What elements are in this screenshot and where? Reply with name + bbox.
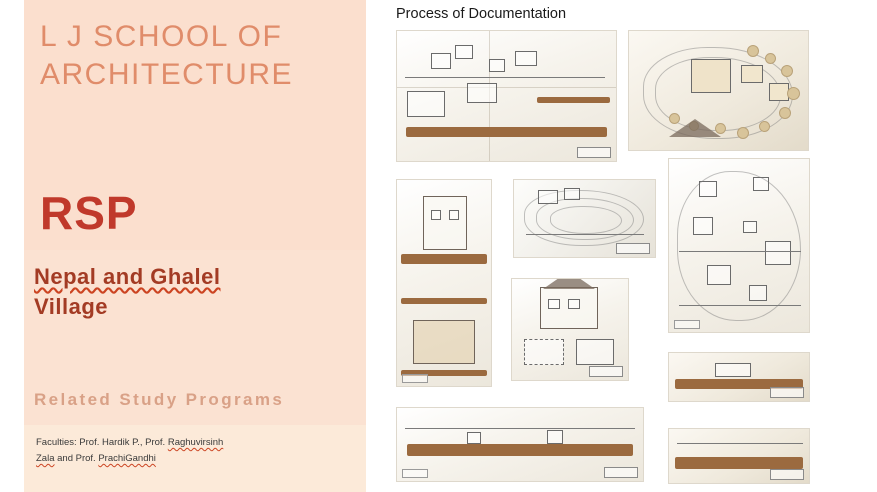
model-tree — [787, 87, 800, 100]
path-line — [679, 251, 801, 252]
plan-block — [467, 83, 497, 103]
image-long-site-section[interactable] — [396, 407, 644, 482]
contour-line — [550, 206, 622, 234]
faculty-line2-name-b: PrachiGandhi — [98, 453, 156, 464]
grid-line — [405, 77, 605, 78]
model-tree — [781, 65, 793, 77]
plan-block — [576, 339, 614, 365]
image-site-plan-master-sheet[interactable] — [396, 30, 617, 162]
model-tree — [765, 53, 776, 64]
terrain-profile — [675, 457, 804, 469]
faculty-line2-name-a: Zala — [36, 453, 55, 464]
related-programs-label: Related Study Programs — [34, 390, 285, 409]
datum-line — [405, 428, 635, 429]
title-block-stamp — [674, 320, 700, 329]
model-tree — [779, 107, 791, 119]
subtitle-line-1: Nepal and Ghalel — [34, 264, 221, 289]
image-section-study-small[interactable] — [668, 352, 810, 402]
terrain-profile — [407, 444, 633, 456]
title-block-stamp — [770, 387, 804, 398]
model-roof — [669, 119, 721, 137]
datum-line — [677, 443, 803, 444]
image-site-model-photo[interactable] — [628, 30, 809, 151]
title-block-stamp — [604, 467, 638, 478]
terrain-profile — [401, 254, 488, 264]
title-block-stamp — [770, 469, 804, 480]
subtitle-line-2: Village — [34, 294, 109, 319]
window-mark — [431, 210, 441, 220]
faculty-line1-name: Raghuvirsinh — [167, 437, 224, 448]
window-mark — [449, 210, 459, 220]
title-block-stamp — [589, 366, 623, 377]
terrain-profile — [406, 127, 608, 137]
page-title: L J SCHOOL OF ARCHITECTURE — [40, 20, 294, 91]
section-heading: Process of Documentation — [396, 6, 567, 22]
model-tree — [747, 45, 759, 57]
image-contour-site-drawing[interactable] — [513, 179, 656, 258]
faculty-line2-middle: and Prof. — [54, 453, 99, 464]
roof-shape — [543, 278, 595, 289]
window-mark — [568, 299, 580, 309]
model-building — [769, 83, 789, 101]
elevation-drawing — [413, 320, 475, 364]
title-block-stamp — [616, 243, 650, 254]
plan-block — [407, 91, 445, 117]
program-code: RSP — [40, 187, 138, 239]
image-village-layout-plan[interactable] — [668, 158, 810, 333]
plan-block — [538, 190, 558, 204]
path-line — [679, 305, 801, 306]
plan-block — [467, 432, 481, 444]
image-front-elevation-sheet[interactable] — [511, 278, 629, 381]
plan-block — [489, 59, 505, 72]
model-building — [741, 65, 763, 83]
plan-block — [715, 363, 751, 377]
terrain-profile — [401, 298, 488, 304]
plan-block — [524, 339, 564, 365]
model-tree — [737, 127, 749, 139]
title-block-stamp — [402, 374, 428, 383]
plan-block — [564, 188, 580, 200]
terrain-profile — [537, 97, 610, 103]
fold-line — [397, 87, 616, 88]
faculty-box — [24, 425, 366, 492]
image-elevation-and-texture-sheet[interactable] — [396, 179, 492, 387]
elevation-drawing — [423, 196, 467, 250]
image-section-study-small-2[interactable] — [668, 428, 810, 484]
title-block-stamp — [577, 147, 611, 158]
model-building — [691, 59, 731, 93]
path-line — [526, 234, 644, 235]
faculty-text — [36, 435, 354, 467]
subtitle — [34, 262, 354, 322]
plan-block — [547, 430, 563, 444]
plan-block — [431, 53, 451, 69]
model-tree — [759, 121, 770, 132]
plan-block — [455, 45, 473, 59]
title-block-stamp — [402, 469, 428, 478]
plan-block — [515, 51, 537, 66]
faculty-line1-prefix: Faculties: Prof. Hardik P., Prof. — [36, 437, 168, 448]
window-mark — [548, 299, 560, 309]
